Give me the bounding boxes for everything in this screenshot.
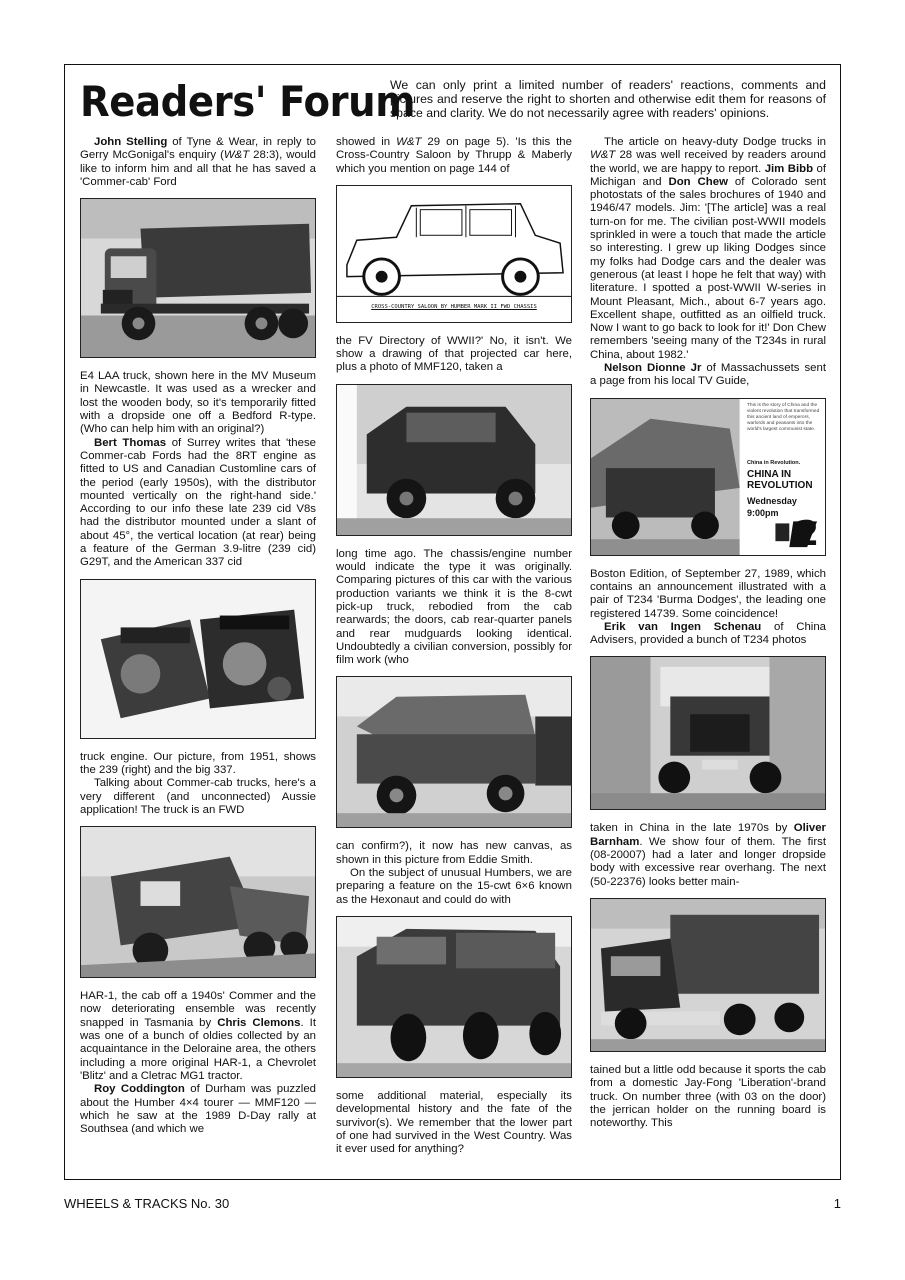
paragraph: can confirm?), it now has new canvas, as shown in this picture from Eddie Smith. bbox=[336, 840, 572, 866]
paragraph: On the subject of unusual Humbers, we are preparing a feature on the 15-cwt 6×6 known as the Hexonaut and could do with bbox=[336, 867, 572, 906]
paragraph: truck engine. Our picture, from 1951, shows the 239 (right) and the big 337. bbox=[80, 750, 316, 776]
photo-hexonaut-6x6 bbox=[336, 916, 572, 1078]
paragraph: long time ago. The chassis/engine number would indicate the type it was originally. Comparing pictures of this car with the various production variants we think it is the 8-cwt pick-up truck, rebodied from the cab rearwards; the doors, cab rear-quarter panels and rear mudguards looking identical. Undoubtedly a civilian conversion, possibly for film work (who bbox=[336, 547, 572, 667]
paragraph: tained but a little odd because it sports the cab from a domestic Jay-Fong 'Liberation'-brand truck. On number three (with 03 on the door) the jerrican holder on the running board is noteworthy. This bbox=[590, 1063, 826, 1130]
tv-guide-day: Wednesday bbox=[747, 495, 797, 506]
paragraph: Erik van Ingen Schenau of China Advisers, provided a bunch of T234 photos bbox=[590, 620, 826, 647]
tv-guide-china-in-revolution bbox=[590, 398, 826, 556]
tv-guide-time: 9:00pm bbox=[747, 507, 779, 518]
intro-text: We can only print a limited number of readers' reactions, comments and pictures and reserve the right to shorten and otherwise edit them for reasons of space and clarity. We do not necessarily agree with readers' opinions. bbox=[390, 78, 826, 120]
paragraph: taken in China in the late 1970s by Oliver Barnham. We show four of them. The first (08-20007) had a later and longer dropside body with excessive rear overhang. The next (50-22376) looks better main- bbox=[590, 822, 826, 888]
paragraph: Boston Edition, of September 27, 1989, which contains an announcement illustrated with a pair of T234 'Burma Dodges', the leading one registered 14739. Some coincidence! bbox=[590, 567, 826, 620]
column-2 bbox=[336, 136, 572, 1168]
page-title: Readers' Forum bbox=[80, 77, 416, 126]
column-1 bbox=[80, 136, 316, 1168]
paragraph: showed in W&T 29 on page 5). 'Is this the Cross-Country Saloon by Thrupp & Maberly which you mention on page 144 of bbox=[336, 136, 572, 175]
paragraph: some additional material, especially its developmental history and the fate of the survivor(s). We remember that the lower part of one had survived in the West Country. Was it ever used for anything? bbox=[336, 1089, 572, 1156]
photo-dodge-t234-china-1 bbox=[590, 656, 826, 810]
tv-guide-label: China in Revolution. bbox=[747, 459, 801, 466]
photo-dodge-t234-china-2 bbox=[590, 898, 826, 1052]
paragraph: E4 LAA truck, shown here in the MV Museum in Newcastle. It was used as a wrecker and lost the wooden body, so it's temporarily fitted with a dropside one off a Bedford R-type. (Who can help him with an original?) bbox=[80, 370, 316, 436]
paragraph: The article on heavy-duty Dodge trucks in W&T 28 was well received by readers around the world, we are happy to report. Jim Bibb of Michigan and Don Chew of Colorado sent photostats of the sales brochures of 1940 and 1946/47 models. Jim: '[The article] was a real turn-on for me. The civilian post-WWII models sprinkled in were a touch that made the article so interesting. I grew up liking Dodges since my folks had Dodge cars and the dealer was generous (at least I hope he felt that way) with literature. I spotted a post-WWII W-series in Mount Pleasant, Mich., about 6-7 years ago. Excellent shape, outfitted as an oilfield truck. Now I want to go back to look for it!' Don Chew remembers 'seeing many of the T234s in rural China, about 1982.' bbox=[590, 136, 827, 361]
paragraph: John Stelling of Tyne & Wear, in reply to Gerry McGonigal's enquiry (W&T 28:3), would like to inform him and all that he has saved a 'Commer-cab' Ford bbox=[80, 136, 317, 188]
photo-v8-engines bbox=[80, 579, 316, 739]
channel-2-logo: 2 bbox=[795, 513, 819, 554]
column-3 bbox=[590, 136, 826, 1168]
paragraph: Talking about Commer-cab trucks, here's a very different (and unconnected) Aussie application! The truck is an FWD bbox=[80, 777, 316, 816]
paragraph: Bert Thomas of Surrey writes that 'these Commer-cab Fords had the 8RT engine as fitted to US and Canadian Customline cars of the period (early 1950s), with the distributor mounted vertically on the right-hand side.' According to our info these late 239 cid V8s had the distributor mounted under a slant of about 45°, the vertical location (at rear) being a feature of the German 3.9-litre (239 cid) G29T, and the American 337 cid bbox=[80, 436, 316, 569]
drawing-cross-country-saloon bbox=[336, 185, 572, 323]
footer-publication: WHEELS & TRACKS No. 30 bbox=[64, 1196, 230, 1211]
photo-commer-cab-truck bbox=[80, 198, 316, 358]
drawing-caption: CROSS-COUNTRY SALOON BY HUMBER MARK II FWD CHASSIS bbox=[371, 303, 537, 310]
photo-humber-mmf120-old bbox=[336, 384, 572, 536]
page-number: 1 bbox=[833, 1196, 841, 1211]
tv-guide-title: CHINA IN REVOLUTION bbox=[747, 468, 813, 491]
paragraph: HAR-1, the cab off a 1940s' Commer and the now deteriorating ensemble was recently snapped in Tasmania by Chris Clemons. It was one of a bunch of oldies collected by an acquaintance in the Deloraine area, the others including a more original HAR-1, a Chevrolet 'Blitz' and a Cletrac MG1 tractor. bbox=[80, 990, 316, 1082]
paragraph: Nelson Dionne Jr of Massachussets sent a page from his local TV Guide, bbox=[590, 362, 826, 388]
tv-guide-blurb: This is the story of China and the violent revolution that transformed this ancient land of emperors, warlords and peasants into the world's largest communist state. bbox=[747, 402, 820, 432]
photo-humber-mmf120-new-canvas bbox=[336, 676, 572, 828]
paragraph: the FV Directory of WWII?' No, it isn't. We show a drawing of that projected car here, plus a photo of MMF120, taken a bbox=[336, 334, 572, 374]
photo-wrecked-har1-truck bbox=[80, 826, 316, 978]
paragraph: Roy Coddington of Durham was puzzled about the Humber 4×4 tourer — MMF120 — which he saw at the 1989 D-Day rally at Southsea (and which we bbox=[80, 1083, 316, 1136]
